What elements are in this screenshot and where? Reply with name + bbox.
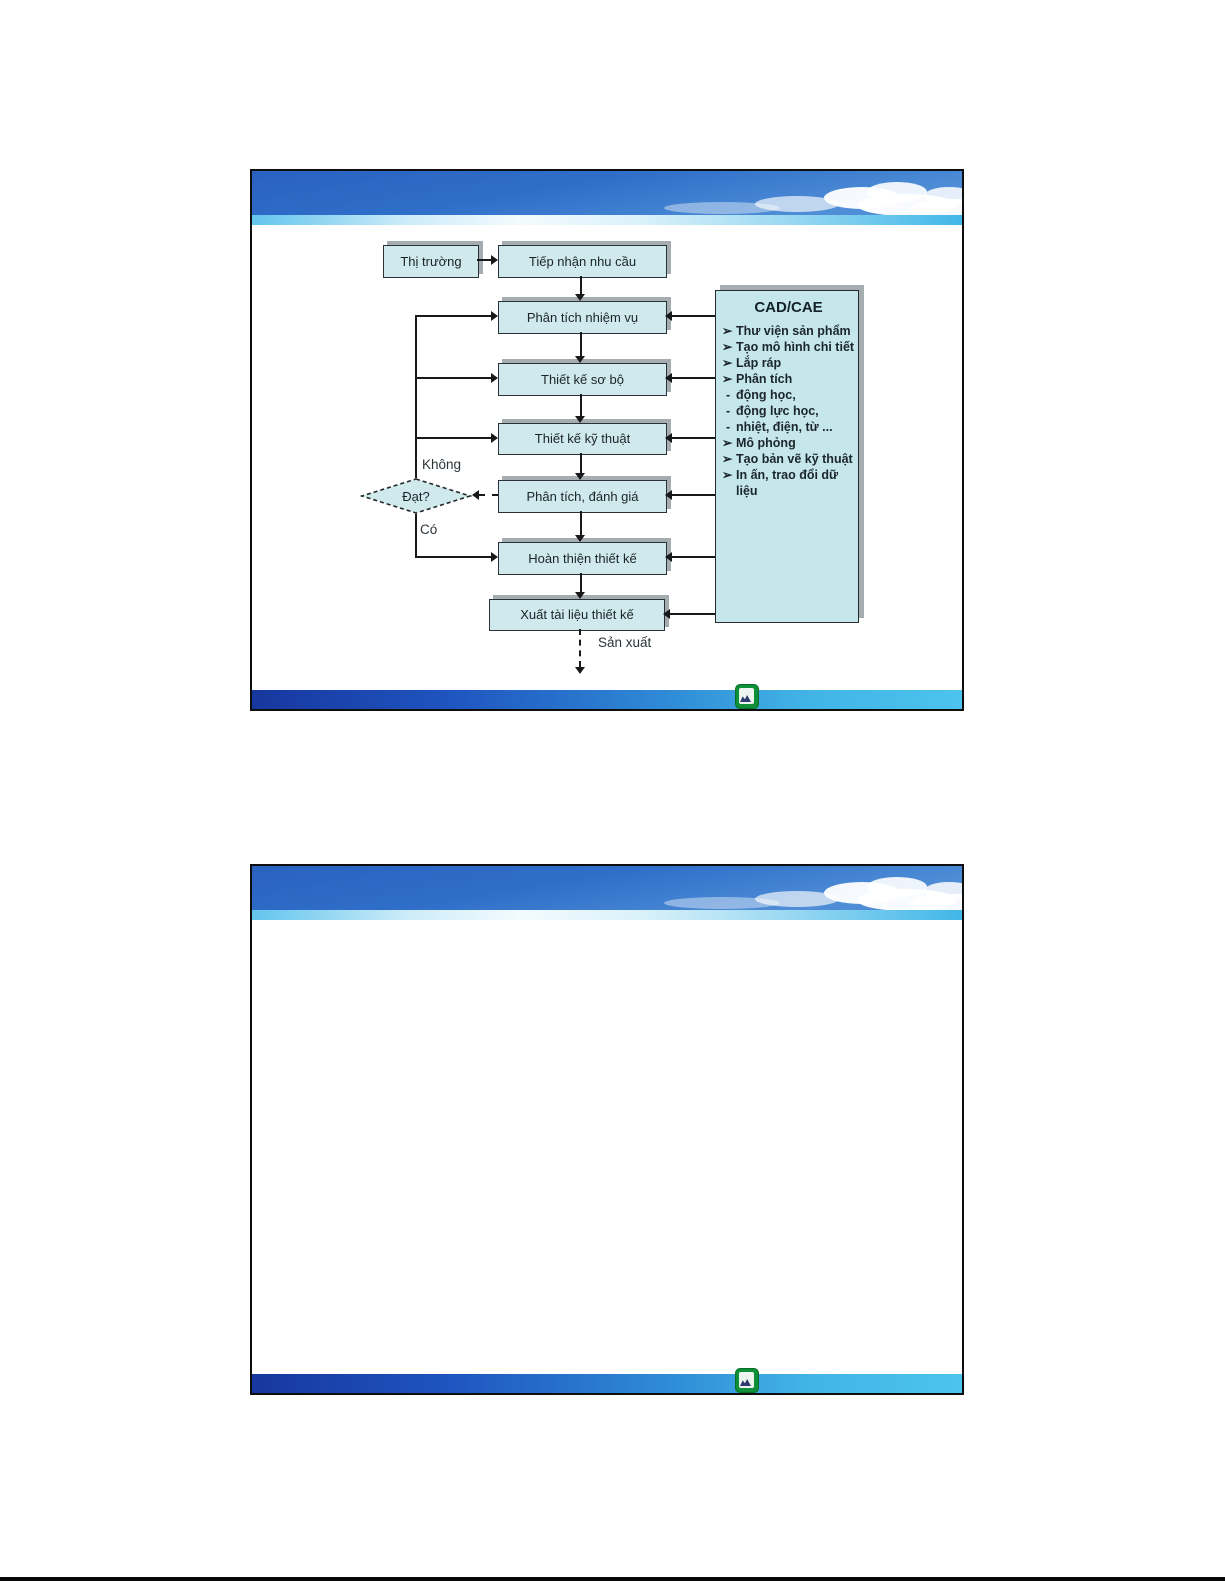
node-prelim-label: Thiết kế sơ bộ [541,371,624,387]
arrowhead-right [491,433,498,443]
node-task-label: Phân tích nhiệm vụ [526,309,639,325]
yes-branch-line [415,514,417,558]
arrowhead-left [665,490,672,500]
cadcae-item-text: Phân tích [736,372,793,386]
decision-dat [360,478,472,514]
cadcae-item-text: Tạo mô hình chi tiết [736,340,855,354]
cadcae-item [722,339,855,355]
arrowhead-down [575,294,585,301]
node-analyze-label: Phân tích, đánh giá [526,488,639,504]
header-accent-strip [252,910,962,920]
node-analyze-evaluate [498,480,667,513]
connector-line [580,511,582,535]
node-task-analysis [498,301,667,334]
dashed-output-line [579,629,581,667]
label-no: Không [422,457,462,472]
arrowhead-left [665,311,672,321]
design-process-flowchart [252,171,962,694]
cadcae-item [722,355,855,371]
node-receive-label: Tiếp nhận nhu cầu [528,253,637,269]
yes-branch-line [416,556,491,558]
arrowhead-right [491,552,498,562]
feedback-branch [416,315,491,317]
panel-connector [672,437,715,439]
arrowhead-right [491,373,498,383]
cadcae-item [722,371,855,387]
node-market [383,245,479,278]
cadcae-item [722,467,855,499]
bullet-dash-icon: - [726,420,731,434]
cadcae-subitem [722,387,855,403]
image-viewer-app-icon [736,685,758,708]
bullet-dash-icon: - [726,388,731,402]
cadcae-item-text: Mô phỏng [736,436,796,450]
arrowhead-down [575,592,585,599]
connector-line [580,573,582,592]
bullet-dash-icon: - [726,404,731,418]
node-receive-demand [498,245,667,278]
label-yes: Có [420,522,438,537]
feedback-branch [416,377,491,379]
arrowhead-left [665,433,672,443]
bullet-arrow-icon: ➢ [722,372,733,386]
node-finalize-label: Hoàn thiện thiết kế [528,550,637,566]
arrowhead-down [575,535,585,542]
bullet-arrow-icon: ➢ [722,452,733,466]
cadcae-item-text: động lực học, [736,404,819,418]
arrowhead-down [575,356,585,363]
node-export-label: Xuất tài liệu thiết kế [520,607,634,623]
cadcae-item-text: Thư viện sản phẩm [736,324,851,338]
slide-header-sky [252,866,962,910]
connector-line [580,394,582,416]
node-tech-label: Thiết kế kỹ thuật [534,431,631,447]
bullet-arrow-icon: ➢ [722,436,733,450]
cadcae-item-text: In ấn, trao đổi dữ liệu [736,468,839,498]
feedback-branch [416,437,491,439]
panel-connector [672,494,715,496]
arrowhead-right [491,255,498,265]
feedback-line [415,315,417,478]
arrowhead-left [665,373,672,383]
arrowhead-right [491,311,498,321]
arrowhead-left [663,609,670,619]
node-technical-design [498,423,667,455]
image-viewer-app-icon [736,1369,758,1392]
slide-2 [250,864,964,1395]
node-finalize-design [498,542,667,575]
node-preliminary-design [498,363,667,396]
bullet-arrow-icon: ➢ [722,356,733,370]
cadcae-subitem [722,403,855,419]
bullet-arrow-icon: ➢ [722,468,733,482]
panel-connector [672,315,715,317]
panel-connector [672,556,715,558]
arrowhead-down [575,667,585,674]
panel-connector [670,613,715,615]
node-market-label: Thị trường [400,253,462,269]
cadcae-panel-title: CAD/CAE [754,299,823,316]
arrowhead-down [575,473,585,480]
slide-1 [250,169,964,711]
slide-footer-bar [252,1374,962,1393]
connector-line [580,332,582,356]
cadcae-item [722,323,855,339]
cadcae-panel [715,290,859,623]
slide-footer-bar [252,690,962,709]
dashed-decision-line [479,494,498,496]
connector-line [477,259,491,261]
node-export-documents [489,599,665,631]
cadcae-item-text: động học, [736,388,796,402]
bullet-arrow-icon: ➢ [722,324,733,338]
arrowhead-left [665,552,672,562]
cadcae-item [722,435,855,451]
cadcae-item-text: Lắp ráp [736,356,782,370]
label-production: Sản xuất [598,635,652,650]
connector-line [580,453,582,473]
connector-line [580,276,582,294]
arrowhead-left [472,490,479,500]
page-bottom-rule [0,1577,1225,1581]
cadcae-item-text: nhiệt, điện, từ ... [736,420,833,434]
panel-connector [672,377,715,379]
decision-label: Đạt? [402,488,430,504]
cadcae-item [722,451,855,467]
arrowhead-down [575,416,585,423]
cadcae-item-text: Tạo bản vẽ kỹ thuật [736,452,853,466]
cadcae-subitem [722,419,855,435]
bullet-arrow-icon: ➢ [722,340,733,354]
